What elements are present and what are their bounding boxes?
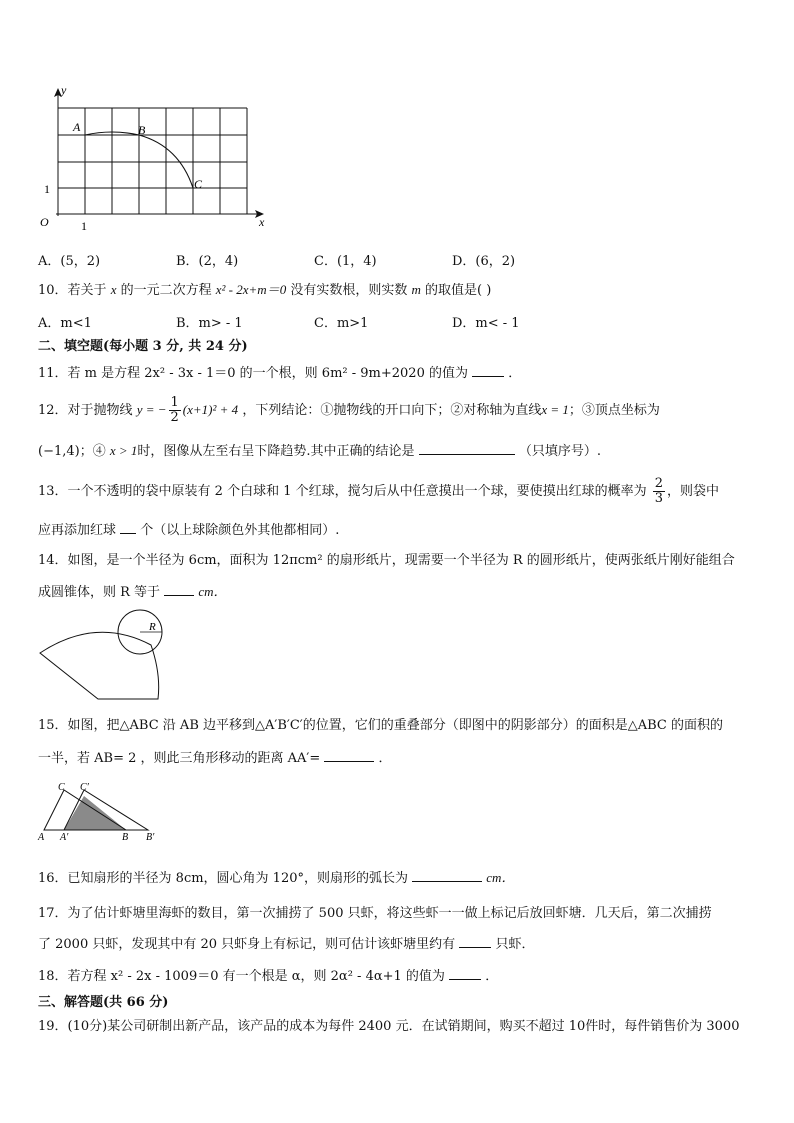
q16-answer-blank[interactable] — [412, 869, 482, 882]
q19-line-1: 19．(10分)某公司研制出新产品，该产品的成本为每件 2400 元．在试销期间，购买不超过 10件时，每件销售价为 3000 — [38, 1019, 740, 1034]
q10-text-c: 没有实数根，则实数 — [290, 283, 408, 298]
q12-frac-den: 2 — [170, 410, 179, 425]
q10-equation: x² - 2x+m＝0 — [215, 282, 287, 297]
q12-expr-tail: (x+1)² + 4 — [182, 402, 239, 417]
q12-line2-end: （只填序号）. — [518, 444, 601, 459]
triangle-translation-figure — [36, 782, 166, 842]
q9-option-c[interactable]: C．(1，4) — [314, 254, 377, 269]
q17-line-2-a: 了 2000 只虾，发现其中有 20 只虾身上有标记，则可估计该虾塘里约有 — [38, 937, 456, 952]
label-c-prime: C′ — [80, 782, 89, 793]
q18 — [38, 967, 498, 986]
point-b-label: B — [138, 123, 146, 137]
q14-line-2-b: cm． — [198, 584, 227, 599]
q9-option-b[interactable]: B．(2，4) — [176, 254, 239, 269]
q10-option-d[interactable]: D．m< - 1 — [452, 316, 520, 331]
q13-fraction — [653, 477, 665, 506]
q10-option-a[interactable]: A．m<1 — [38, 316, 92, 331]
q17-line-2-b: 只虾． — [495, 937, 535, 952]
grid-figure — [34, 84, 274, 232]
q12-line-2 — [38, 442, 601, 461]
section-3-heading: 三、解答题(共 66 分) — [38, 995, 169, 1010]
q16-end: cm． — [486, 870, 515, 885]
origin-label: O — [40, 215, 49, 229]
q13-line-1-text: 13．一个不透明的袋中原装有 2 个白球和 1 个红球，搅匀后从中任意摸出一个球，要使摸出红球的概率为 — [38, 484, 647, 499]
sector-circle-figure — [36, 608, 170, 704]
q16 — [38, 869, 514, 888]
q12-line-1 — [38, 393, 660, 428]
q15-line-2-a: 一半，若 AB= 2 ，则此三角形移动的距离 AA′= — [38, 751, 321, 766]
shaded-overlap — [64, 796, 126, 830]
q18-end: ． — [485, 969, 499, 984]
q10-option-c[interactable]: C．m>1 — [314, 316, 369, 331]
q13-answer-blank[interactable] — [120, 521, 136, 534]
tick-y-label: 1 — [44, 182, 50, 196]
q14-answer-blank[interactable] — [164, 583, 194, 596]
q14-line-2 — [38, 583, 227, 602]
label-c: C — [58, 782, 65, 793]
q10-text-d: 的取值是( ) — [425, 283, 492, 298]
q12-line2-b: 时，图像从左至右呈下降趋势.其中正确的结论是 — [137, 444, 415, 459]
tick-x-label: 1 — [81, 219, 87, 232]
q9-option-d[interactable]: D．(6，2) — [452, 254, 516, 269]
label-a: A — [38, 832, 45, 842]
q11 — [38, 364, 521, 383]
q10-stem — [38, 281, 491, 300]
label-b-prime: B′ — [146, 832, 155, 842]
q18-text: 18．若方程 x² - 2x - 1009＝0 有一个根是 α，则 2α² - 4α+1 的值为 — [38, 969, 445, 984]
q12-frac-num: 1 — [170, 395, 179, 410]
q13-line-2-b: 个（以上球除颜色外其他都相同）. — [140, 523, 340, 538]
q12-after-2: ；③顶点坐标为 — [568, 403, 660, 418]
y-axis-label: y — [61, 84, 67, 97]
section-2-heading: 二、填空题(每小题 3 分, 共 24 分) — [38, 339, 248, 354]
q14-line-2-a: 成圆锥体，则 R 等于 — [38, 585, 161, 600]
q12-axis-eq: x = 1 — [541, 402, 569, 417]
q10-text-b: 的一元二次方程 — [120, 283, 212, 298]
q17-line-2 — [38, 935, 534, 954]
q11-answer-blank[interactable] — [472, 364, 504, 377]
q15-answer-blank[interactable] — [324, 749, 374, 762]
q12-after: ，下列结论：①抛物线的开口向下；②对称轴为直线 — [242, 403, 542, 418]
q9-option-a[interactable]: A．(5，2) — [38, 254, 101, 269]
q10-var-m: m — [411, 282, 421, 297]
q13-frac-num: 2 — [654, 476, 664, 491]
q12-y-eq: y = − — [136, 402, 167, 417]
q12-answer-blank[interactable] — [419, 442, 515, 455]
q13-line-2-a: 应再添加红球 — [38, 523, 117, 538]
q10-option-b[interactable]: B．m> - 1 — [176, 316, 243, 331]
q14-line-1: 14．如图，是一个半径为 6cm，面积为 12πcm² 的扇形纸片，现需要一个半径为 R 的圆形纸片，使两张纸片刚好能组合 — [38, 553, 735, 568]
x-axis-label: x — [259, 215, 265, 229]
q11-end: ． — [508, 366, 522, 381]
q16-text: 16．已知扇形的半径为 8cm，圆心角为 120°，则扇形的弧长为 — [38, 871, 408, 886]
q12-line2-cond: x > 1 — [109, 443, 138, 458]
q12-lead: 12．对于抛物线 — [38, 403, 133, 418]
q12-fraction — [169, 396, 181, 425]
label-a-prime: A′ — [60, 832, 69, 842]
q13-line-1-end: ，则袋中 — [667, 484, 720, 499]
q17-line-1: 17．为了估计虾塘里海虾的数目，第一次捕捞了 500 只虾，将这些虾一一做上标记后放回虾塘．几天后，第二次捕捞 — [38, 906, 712, 921]
q17-answer-blank[interactable] — [459, 935, 491, 948]
q13-line-2 — [38, 521, 339, 540]
q15-line-2 — [38, 749, 392, 768]
q10-text-a: 10．若关于 — [38, 283, 107, 298]
q13-line-1 — [38, 475, 719, 509]
q11-text: 11．若 m 是方程 2x² - 3x - 1＝0 的一个根，则 6m² - 9m+2020 的值为 — [38, 366, 468, 381]
label-b: B — [122, 832, 129, 842]
radius-label: R — [149, 621, 156, 633]
point-c-label: C — [194, 177, 203, 191]
q10-var-x: x — [110, 282, 117, 297]
point-a-label: A — [73, 120, 81, 134]
q18-answer-blank[interactable] — [449, 967, 481, 980]
q15-line-2-b: ． — [378, 751, 392, 766]
q13-frac-den: 3 — [654, 491, 664, 506]
q15-line-1: 15．如图，把△ABC 沿 AB 边平移到△A′B′C′的位置，它们的重叠部分（即图中的阴影部分）的面积是△ABC 的面积的 — [38, 718, 724, 733]
sector-shape — [40, 632, 159, 699]
q12-line2-a: (−1,4)；④ — [38, 444, 106, 459]
